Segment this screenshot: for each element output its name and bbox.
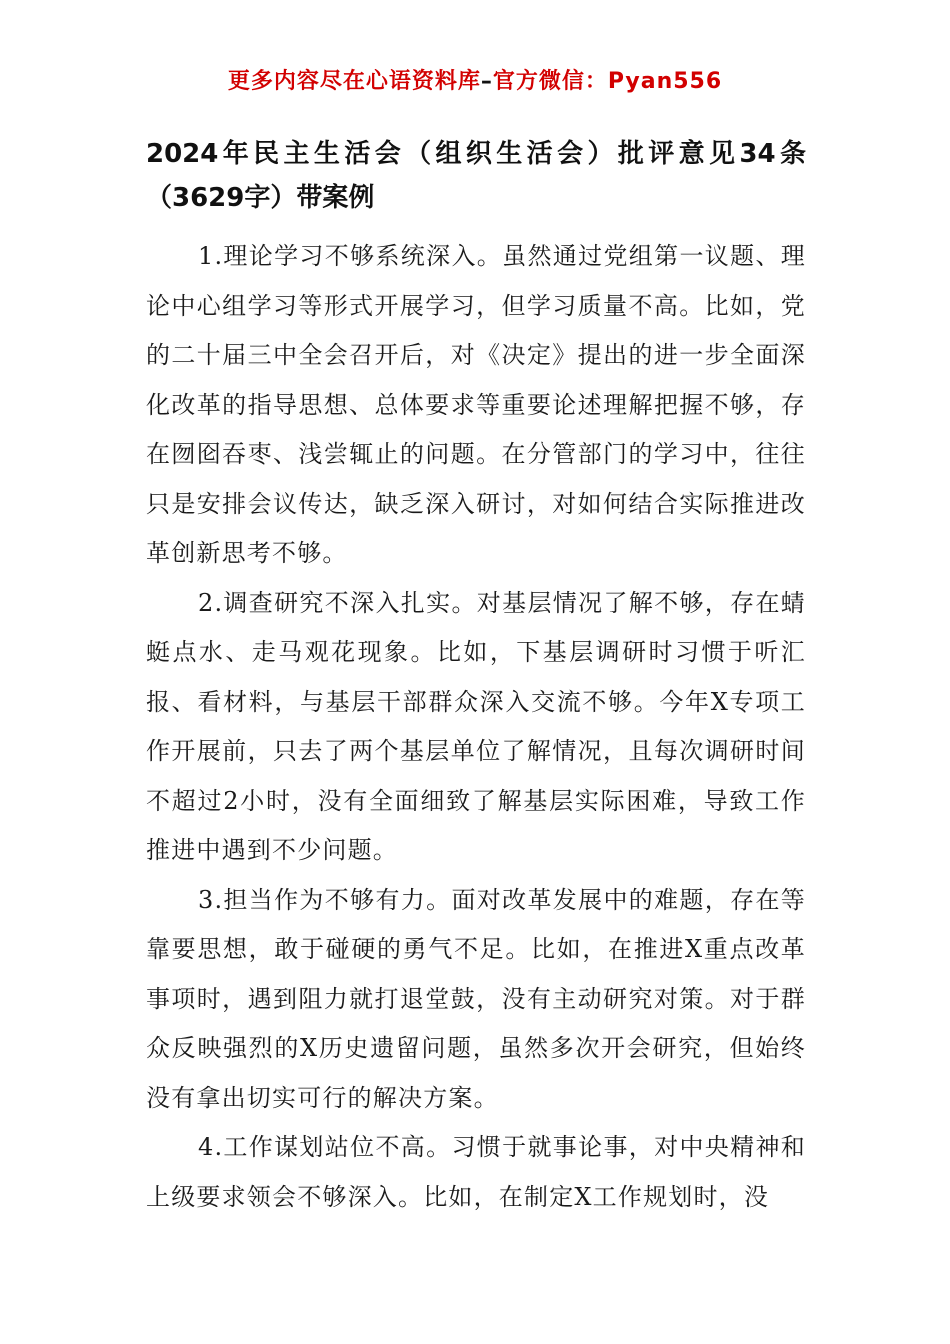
banner-dash: – bbox=[480, 69, 493, 94]
document-body bbox=[146, 232, 806, 1222]
paragraph-4: 4.工作谋划站位不高。习惯于就事论事，对中央精神和上级要求领会不够深入。比如，在制定X工作规划时，没 bbox=[146, 1133, 806, 1211]
paragraph-2: 2.调查研究不深入扎实。对基层情况了解不够，存在蜻蜓点水、走马观花现象。比如，下基层调研时习惯于听汇报、看材料，与基层干部群众深入交流不够。今年X专项工作开展前，只去了两个基层单位了解情况，且每次调研时间不超过2小时，没有全面细致了解基层实际困难，导致工作推进中遇到不少问题。 bbox=[146, 588, 806, 864]
banner-library-name: 更多内容尽在心语资料库 bbox=[227, 69, 481, 94]
source-banner bbox=[0, 66, 950, 98]
paragraph-1: 1.理论学习不够系统深入。虽然通过党组第一议题、理论中心组学习等形式开展学习，但学习质量不高。比如，党的二十届三中全会召开后，对《决定》提出的进一步全面深化改革的指导思想、总体要求等重要论述理解把握不够，存在囫囵吞枣、浅尝辄止的问题。在分管部门的学习中，往往只是安排会议传达，缺乏深入研讨，对如何结合实际推进改革创新思考不够。 bbox=[146, 242, 806, 567]
paragraph-3: 3.担当作为不够有力。面对改革发展中的难题，存在等靠要思想，敢于碰硬的勇气不足。比如，在推进X重点改革事项时，遇到阻力就打退堂鼓，没有主动研究对策。对于群众反映强烈的X历史遗留问题，虽然多次开会研究，但始终没有拿出切实可行的解决方案。 bbox=[146, 885, 806, 1112]
banner-wechat: 官方微信：Pyan556 bbox=[492, 69, 723, 94]
document-title: 2024年民主生活会（组织生活会）批评意见34条（3629字）带案例 bbox=[146, 139, 806, 213]
